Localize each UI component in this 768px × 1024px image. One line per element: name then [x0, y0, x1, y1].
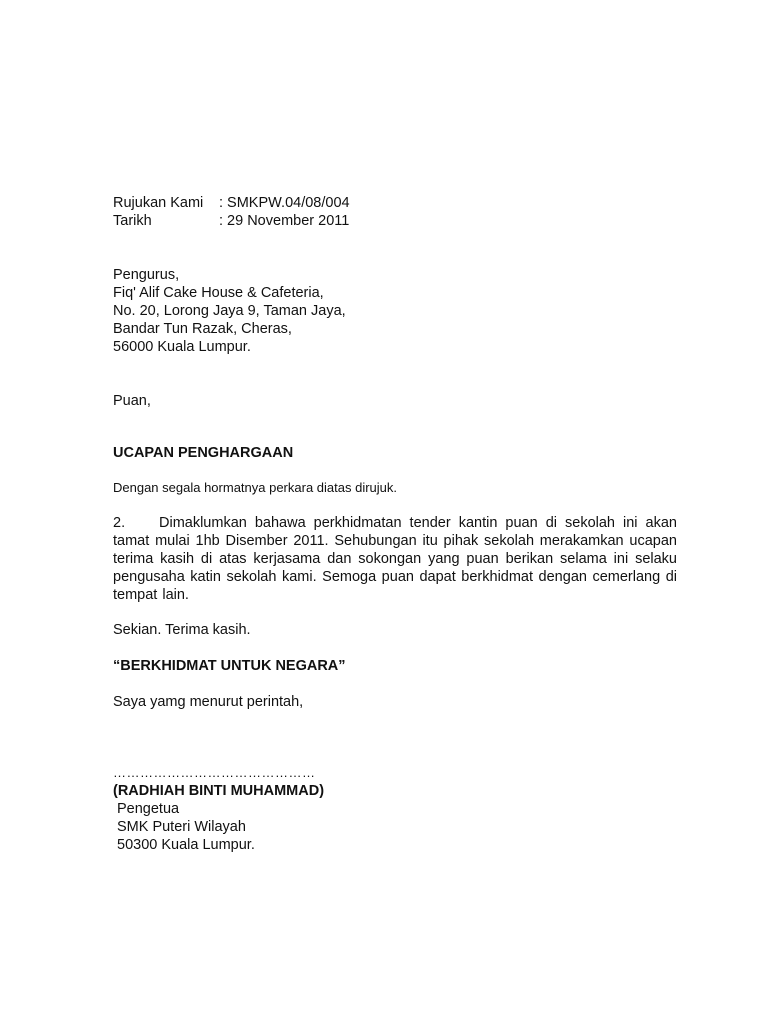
intro-sentence: Dengan segala hormatnya perkara diatas dirujuk. [113, 480, 398, 495]
recipient-line: Pengurus, [113, 267, 180, 283]
date-row [113, 212, 350, 230]
signatory-city: 50300 Kuala Lumpur. [117, 837, 255, 853]
recipient-line: Fiq' Alif Cake House & Cafeteria, [113, 285, 324, 301]
reference-label: Rujukan Kami [113, 195, 204, 211]
recipient-line: Bandar Tun Razak, Cheras, [113, 321, 292, 337]
paragraph-text: Dimaklumkan bahawa perkhidmatan tender kantin puan di sekolah ini akan tamat mulai 1hb Disember 2011. Sehubungan itu pihak sekolah merakamkan ucapan terima kasih di atas kerjasama dan sokongan yang puan berikan selama ini selaku pengusaha katin sekolah kami. Semoga puan dapat berkhidmat dengan cemerlang di tempat lain. [113, 515, 677, 603]
signature-dotted-line: ……………………………………… [113, 765, 316, 780]
paragraph-number: 2. [113, 515, 126, 531]
signatory-name: (RADHIAH BINTI MUHAMMAD) [113, 783, 325, 799]
date-value: : 29 November 2011 [219, 213, 350, 229]
date-label: Tarikh [113, 213, 152, 229]
signature-block [113, 764, 324, 854]
sign-off: Saya yamg menurut perintah, [113, 694, 304, 710]
reference-value: : SMKPW.04/08/004 [219, 195, 350, 211]
letter-subject: UCAPAN PENGHARGAAN [113, 445, 294, 461]
recipient-line: 56000 Kuala Lumpur. [113, 339, 251, 355]
closing-line: Sekian. Terima kasih. [113, 622, 251, 638]
motto: “BERKHIDMAT UNTUK NEGARA” [113, 658, 346, 674]
reference-row [113, 194, 350, 212]
signatory-title: Pengetua [117, 801, 180, 817]
salutation: Puan, [113, 393, 151, 409]
signatory-school: SMK Puteri Wilayah [117, 819, 246, 835]
paragraph-2 [113, 514, 677, 604]
recipient-line: No. 20, Lorong Jaya 9, Taman Jaya, [113, 303, 346, 319]
reference-block [113, 194, 350, 230]
recipient-address [113, 266, 346, 356]
